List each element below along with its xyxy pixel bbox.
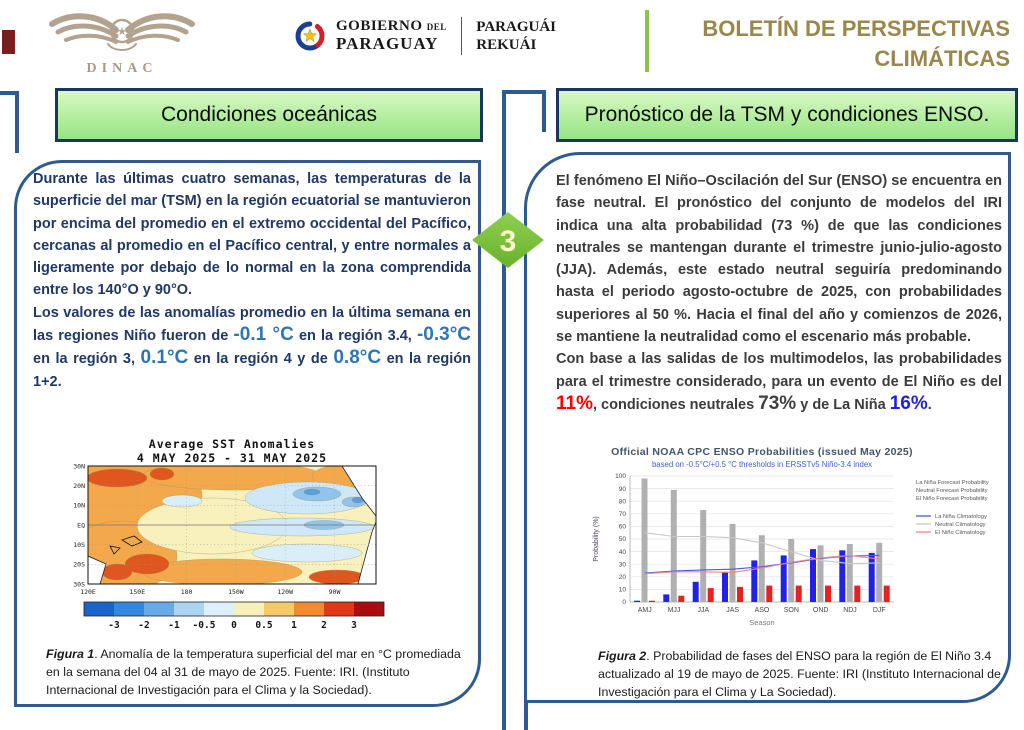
svg-text:40: 40 <box>618 548 626 556</box>
svg-text:La Niña Climatology: La Niña Climatology <box>935 514 987 520</box>
enso-forecast-text <box>556 170 1002 416</box>
gobierno-logo-group <box>292 16 556 56</box>
connector-line <box>524 700 528 730</box>
svg-text:10N: 10N <box>73 501 85 510</box>
connector-line <box>502 90 546 94</box>
svg-text:20N: 20N <box>73 481 85 490</box>
svg-text:120E: 120E <box>80 588 96 596</box>
svg-text:EQ: EQ <box>77 521 85 530</box>
svg-text:DJF: DJF <box>872 607 886 614</box>
svg-text:-2: -2 <box>138 620 150 631</box>
svg-text:30: 30 <box>618 561 626 569</box>
step-number: 3 <box>499 225 517 258</box>
logo-divider <box>461 17 463 55</box>
svg-text:4 MAY 2025 - 31 MAY 2025: 4 MAY 2025 - 31 MAY 2025 <box>136 451 328 465</box>
svg-text:-0.5: -0.5 <box>192 620 216 631</box>
svg-text:JAS: JAS <box>726 607 740 614</box>
dinac-star-icon: ★ <box>117 26 127 38</box>
paragraph: El fenómeno El Niño–Oscilación del Sur (ENSO) se encuentra en fase neutral. El pronóstico del conjunto de modelos del IRI indica una alta probabilidad (73 %) de que las condiciones neutrales se mantengan durante el trimestre junio-julio-agosto (JJA). Además, este estado neutral seguiría predominando hasta el periodo agosto-octubre de 2025, con probabilidades superiores al 50 %. Hacia el final del año y comienzos de 2026, se mantiene la neutralidad como el escenario más probable. <box>556 173 1002 346</box>
ocean-conditions-text <box>33 168 471 393</box>
sst-anomaly-map <box>62 436 402 640</box>
svg-text:1: 1 <box>291 620 297 631</box>
figure1-label: Figura 1 <box>46 647 95 661</box>
svg-text:Neutral Climatology: Neutral Climatology <box>935 522 986 528</box>
svg-text:NDJ: NDJ <box>843 607 857 614</box>
paragraph: Con base a las salidas de los multimodelos, las probabilidades para el trimestre considerado, para un evento de El Niño es del 11%, condiciones neutrales 73% y de La Niña 16%. <box>556 351 1002 414</box>
connector-line <box>542 90 546 132</box>
svg-text:2: 2 <box>321 620 327 631</box>
left-section-header <box>55 88 483 142</box>
svg-text:ASO: ASO <box>754 607 770 614</box>
svg-text:100: 100 <box>615 473 626 481</box>
svg-text:Neutral Forecast Probability: Neutral Forecast Probability <box>916 488 988 494</box>
connector-line <box>502 90 506 730</box>
svg-text:Season: Season <box>749 618 775 627</box>
right-section-title: Pronóstico de la TSM y condiciones ENSO. <box>584 103 990 126</box>
gobierno-wordmark: GOBIERNO DEL PARAGUAY <box>336 18 447 53</box>
paraguai-rekuai-wordmark: PARAGUÁI REKUÁI <box>476 19 556 53</box>
figure1-caption <box>46 646 466 700</box>
svg-text:-1: -1 <box>168 620 180 631</box>
svg-text:Average SST Anomalies: Average SST Anomalies <box>148 437 316 451</box>
svg-text:Probability (%): Probability (%) <box>593 516 600 562</box>
enso-probability-chart <box>586 442 1014 638</box>
svg-text:0: 0 <box>622 599 626 607</box>
paragraph: Los valores de las anomalías promedio en la última semana en las regiones Niño fueron de -0.1 °C en la región 3.4, -0.3°C en la región 3, 0.1°C en la región 4 y de 0.8°C en la región 1+2. <box>33 304 472 390</box>
svg-text:30S: 30S <box>73 580 85 589</box>
svg-text:-3: -3 <box>108 620 120 631</box>
svg-text:80: 80 <box>618 498 626 506</box>
svg-text:180: 180 <box>180 588 193 596</box>
dinac-logo <box>38 4 206 80</box>
svg-text:based on -0.5°C/+0.5 °C thresh: based on -0.5°C/+0.5 °C thresholds in ERSSTv5 Niño-3.4 index <box>651 460 873 469</box>
figure1-caption-text: . Anomalía de la temperatura superficial del mar en °C promediada en la semana del 04 al 31 de mayo de 2025. Fuente: IRI. (Instituto Internacional de Investigación para el Clima y la Sociedad). <box>46 647 461 697</box>
svg-text:3: 3 <box>351 620 357 631</box>
svg-text:0.5: 0.5 <box>255 620 273 631</box>
connector-line <box>15 91 19 153</box>
svg-text:JJA: JJA <box>697 607 710 614</box>
svg-text:150E: 150E <box>129 588 146 596</box>
svg-text:50: 50 <box>618 536 626 544</box>
svg-text:Official NOAA CPC ENSO Probabi: Official NOAA CPC ENSO Probabilities (issued May 2025) <box>611 446 913 458</box>
left-edge-mark <box>2 30 15 54</box>
right-section-header <box>556 88 1018 142</box>
page-title: BOLETÍN DE PERSPECTIVAS CLIMÁTICAS <box>702 16 1010 71</box>
svg-text:10: 10 <box>618 586 626 594</box>
svg-text:90: 90 <box>618 485 626 493</box>
svg-text:30N: 30N <box>73 462 85 471</box>
figure2-label: Figura 2 <box>598 649 647 663</box>
svg-text:La Niña Forecast Probability: La Niña Forecast Probability <box>916 480 989 486</box>
paraguay-emblem-icon <box>292 16 328 56</box>
svg-text:150W: 150W <box>228 588 244 596</box>
left-section-title: Condiciones oceánicas <box>161 103 377 126</box>
step-badge <box>470 210 546 270</box>
svg-text:20: 20 <box>618 574 626 581</box>
svg-text:70: 70 <box>618 511 626 518</box>
dinac-label: DINAC <box>86 61 158 76</box>
svg-text:El Niño Climatology: El Niño Climatology <box>935 530 986 536</box>
svg-text:120W: 120W <box>277 588 294 596</box>
figure2-caption-text: . Probabilidad de fases del ENSO para la región de El Niño 3.4 actualizado al 19 de mayo de 2025. Fuente: IRI (Instituto Internacional de Investigación para el Clima y La Sociedad). <box>598 649 1001 699</box>
svg-text:0: 0 <box>231 620 237 631</box>
svg-text:El Niño Forecast Probability: El Niño Forecast Probability <box>916 496 988 502</box>
title-accent-bar <box>645 10 649 72</box>
svg-text:20S: 20S <box>73 560 85 569</box>
svg-text:MJJ: MJJ <box>667 607 681 614</box>
svg-text:AMJ: AMJ <box>637 607 652 614</box>
svg-text:10S: 10S <box>73 540 85 549</box>
paragraph: Durante las últimas cuatro semanas, las temperaturas de la superficie del mar (TSM) en la región ecuatorial se mantuvieron por encima del promedio en el extremo occidental del Pacífico, cercanas al promedio en el Pacífico central, y entre normales a ligeramente por debajo de lo normal en la zona comprendida entre los 140°O y 90°O. <box>33 171 471 299</box>
star-icon <box>304 29 317 41</box>
figure2-caption <box>598 648 1010 702</box>
svg-text:OND: OND <box>812 607 829 614</box>
svg-text:SON: SON <box>783 607 799 614</box>
svg-text:90W: 90W <box>328 588 341 596</box>
svg-text:60: 60 <box>618 523 626 531</box>
